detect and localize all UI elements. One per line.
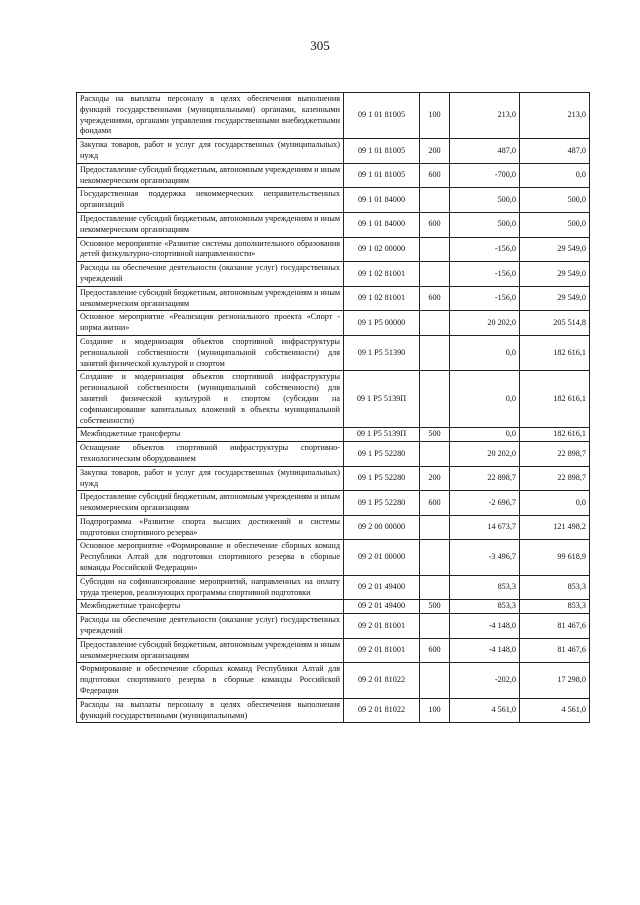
table-row — [77, 311, 590, 336]
row-expense-type-cell — [420, 575, 450, 600]
row-name-cell: Предоставление субсидий бюджетным, автономным учреждениям и иным некоммерческим организациям — [77, 286, 344, 311]
table-row — [77, 428, 590, 442]
row-change-amount-cell: -156,0 — [450, 286, 520, 311]
row-name-cell: Создание и модернизация объектов спортивной инфраструктуры региональной собственности (муниципальной собственности) для занятий физической культурой и спортом — [77, 335, 344, 370]
row-total-amount-cell: 182 616,1 — [520, 428, 590, 442]
row-expense-type-cell: 500 — [420, 428, 450, 442]
row-change-amount-cell: 4 561,0 — [450, 698, 520, 723]
row-expense-type-cell — [420, 614, 450, 639]
row-name-cell: Субсидии на софинансирование мероприятий, направленных на оплату труда тренеров, реализующих программы спортивной подготовки — [77, 575, 344, 600]
table-row — [77, 491, 590, 516]
row-total-amount-cell: 121 498,2 — [520, 515, 590, 540]
row-name-cell: Закупка товаров, работ и услуг для государственных (муниципальных) нужд — [77, 139, 344, 164]
row-name-cell: Предоставление субсидий бюджетным, автономным учреждениям и иным некоммерческим организациям — [77, 491, 344, 516]
row-expense-type-cell — [420, 188, 450, 213]
table-row — [77, 212, 590, 237]
row-expense-type-cell: 500 — [420, 600, 450, 614]
row-total-amount-cell: 4 561,0 — [520, 698, 590, 723]
row-change-amount-cell: 22 898,7 — [450, 466, 520, 491]
row-code-cell: 09 2 01 00000 — [344, 540, 420, 575]
row-name-cell: Предоставление субсидий бюджетным, автономным учреждениям и иным некоммерческим организациям — [77, 163, 344, 188]
row-change-amount-cell: 20 202,0 — [450, 442, 520, 467]
row-code-cell: 09 1 02 81001 — [344, 262, 420, 287]
row-name-cell: Закупка товаров, работ и услуг для государственных (муниципальных) нужд — [77, 466, 344, 491]
row-name-cell: Межбюджетные трансферты — [77, 428, 344, 442]
row-change-amount-cell: -202,0 — [450, 663, 520, 698]
row-change-amount-cell: -700,0 — [450, 163, 520, 188]
row-name-cell: Подпрограмма «Развитие спорта высших достижений и системы подготовки спортивного резерва» — [77, 515, 344, 540]
row-expense-type-cell — [420, 515, 450, 540]
row-total-amount-cell: 205 514,8 — [520, 311, 590, 336]
row-name-cell: Расходы на обеспечение деятельности (оказание услуг) государственных учреждений — [77, 262, 344, 287]
row-expense-type-cell: 600 — [420, 491, 450, 516]
budget-table — [76, 92, 590, 723]
row-total-amount-cell: 81 467,6 — [520, 614, 590, 639]
table-row — [77, 188, 590, 213]
row-expense-type-cell — [420, 442, 450, 467]
table-row — [77, 600, 590, 614]
row-code-cell: 09 1 P5 52280 — [344, 442, 420, 467]
table-row — [77, 638, 590, 663]
row-name-cell: Государственная поддержка некоммерческих неправительственных организаций — [77, 188, 344, 213]
row-total-amount-cell: 500,0 — [520, 188, 590, 213]
row-change-amount-cell: -156,0 — [450, 237, 520, 262]
table-row — [77, 663, 590, 698]
row-change-amount-cell: 20 202,0 — [450, 311, 520, 336]
table-row — [77, 262, 590, 287]
table-row — [77, 614, 590, 639]
row-name-cell: Межбюджетные трансферты — [77, 600, 344, 614]
row-code-cell: 09 1 02 00000 — [344, 237, 420, 262]
row-change-amount-cell: -156,0 — [450, 262, 520, 287]
row-total-amount-cell: 22 898,7 — [520, 442, 590, 467]
row-total-amount-cell: 29 549,0 — [520, 286, 590, 311]
row-expense-type-cell — [420, 540, 450, 575]
row-total-amount-cell: 213,0 — [520, 93, 590, 139]
row-change-amount-cell: 0,0 — [450, 428, 520, 442]
row-code-cell: 09 1 01 84000 — [344, 212, 420, 237]
row-total-amount-cell: 182 616,1 — [520, 371, 590, 428]
row-total-amount-cell: 500,0 — [520, 212, 590, 237]
row-total-amount-cell: 0,0 — [520, 163, 590, 188]
row-change-amount-cell: 853,3 — [450, 575, 520, 600]
row-name-cell: Основное мероприятие «Развитие системы дополнительного образования детей физкультурно-спортивной направленности» — [77, 237, 344, 262]
row-expense-type-cell — [420, 262, 450, 287]
row-expense-type-cell — [420, 311, 450, 336]
table-row — [77, 93, 590, 139]
row-total-amount-cell: 29 549,0 — [520, 262, 590, 287]
row-code-cell: 09 2 01 49400 — [344, 575, 420, 600]
row-change-amount-cell: 500,0 — [450, 188, 520, 213]
row-expense-type-cell: 100 — [420, 93, 450, 139]
row-code-cell: 09 1 01 81005 — [344, 139, 420, 164]
row-change-amount-cell: 487,0 — [450, 139, 520, 164]
row-code-cell: 09 2 01 81022 — [344, 663, 420, 698]
row-expense-type-cell — [420, 237, 450, 262]
budget-table-body — [77, 93, 590, 723]
row-total-amount-cell: 22 898,7 — [520, 466, 590, 491]
row-name-cell: Расходы на выплаты персоналу в целях обеспечения выполнения функций государственными (муниципальными) — [77, 698, 344, 723]
page-number: 305 — [310, 38, 330, 53]
row-expense-type-cell: 600 — [420, 212, 450, 237]
row-change-amount-cell: 853,3 — [450, 600, 520, 614]
row-code-cell: 09 1 01 81005 — [344, 163, 420, 188]
row-name-cell: Основное мероприятие «Формирование и обеспечение сборных команд Республики Алтай для подготовки спортивного резерва в сборные команды Российской Федерации» — [77, 540, 344, 575]
row-change-amount-cell: -4 148,0 — [450, 614, 520, 639]
row-code-cell: 09 2 01 81001 — [344, 614, 420, 639]
row-change-amount-cell: 500,0 — [450, 212, 520, 237]
row-expense-type-cell: 100 — [420, 698, 450, 723]
table-row — [77, 575, 590, 600]
table-row — [77, 540, 590, 575]
row-code-cell: 09 1 P5 52280 — [344, 491, 420, 516]
row-name-cell: Расходы на обеспечение деятельности (оказание услуг) государственных учреждений — [77, 614, 344, 639]
row-code-cell: 09 1 01 84000 — [344, 188, 420, 213]
table-row — [77, 371, 590, 428]
row-code-cell: 09 1 02 81001 — [344, 286, 420, 311]
row-expense-type-cell — [420, 371, 450, 428]
table-row — [77, 442, 590, 467]
row-change-amount-cell: 213,0 — [450, 93, 520, 139]
row-code-cell: 09 1 01 81005 — [344, 93, 420, 139]
row-expense-type-cell: 600 — [420, 286, 450, 311]
row-change-amount-cell: 14 673,7 — [450, 515, 520, 540]
row-change-amount-cell: 0,0 — [450, 335, 520, 370]
row-expense-type-cell: 200 — [420, 139, 450, 164]
row-total-amount-cell: 0,0 — [520, 491, 590, 516]
row-total-amount-cell: 487,0 — [520, 139, 590, 164]
row-name-cell: Основное мероприятие «Реализация регионального проекта «Спорт - норма жизни» — [77, 311, 344, 336]
row-code-cell: 09 1 P5 52280 — [344, 466, 420, 491]
table-row — [77, 698, 590, 723]
row-code-cell: 09 1 P5 51390 — [344, 335, 420, 370]
row-total-amount-cell: 99 618,9 — [520, 540, 590, 575]
table-row — [77, 466, 590, 491]
row-total-amount-cell: 81 467,6 — [520, 638, 590, 663]
row-total-amount-cell: 17 298,0 — [520, 663, 590, 698]
row-code-cell: 09 2 01 49400 — [344, 600, 420, 614]
row-change-amount-cell: -3 496,7 — [450, 540, 520, 575]
row-expense-type-cell: 200 — [420, 466, 450, 491]
row-code-cell: 09 2 01 81022 — [344, 698, 420, 723]
table-row — [77, 237, 590, 262]
row-total-amount-cell: 853,3 — [520, 600, 590, 614]
row-name-cell: Формирование и обеспечение сборных команд Республики Алтай для подготовки спортивного резерва в сборные команды Российской Федерации — [77, 663, 344, 698]
table-row — [77, 139, 590, 164]
row-change-amount-cell: -4 148,0 — [450, 638, 520, 663]
row-name-cell: Оснащение объектов спортивной инфраструктуры спортивно-технологическим оборудованием — [77, 442, 344, 467]
row-total-amount-cell: 29 549,0 — [520, 237, 590, 262]
row-change-amount-cell: 0,0 — [450, 371, 520, 428]
row-name-cell: Предоставление субсидий бюджетным, автономным учреждениям и иным некоммерческим организациям — [77, 638, 344, 663]
table-row — [77, 163, 590, 188]
table-row — [77, 515, 590, 540]
row-code-cell: 09 1 P5 5139П — [344, 428, 420, 442]
row-code-cell: 09 2 00 00000 — [344, 515, 420, 540]
row-code-cell: 09 1 P5 00000 — [344, 311, 420, 336]
row-name-cell: Предоставление субсидий бюджетным, автономным учреждениям и иным некоммерческим организациям — [77, 212, 344, 237]
row-expense-type-cell: 600 — [420, 163, 450, 188]
row-change-amount-cell: -2 696,7 — [450, 491, 520, 516]
table-row — [77, 335, 590, 370]
row-expense-type-cell — [420, 335, 450, 370]
table-row — [77, 286, 590, 311]
row-total-amount-cell: 853,3 — [520, 575, 590, 600]
row-code-cell: 09 1 P5 5139П — [344, 371, 420, 428]
row-name-cell: Создание и модернизация объектов спортивной инфраструктуры региональной собственности (муниципальной собственности) для занятий физической культурой и спортом (субсидии на софинансирование капитальных вложений в объекты муниципальной собственности) — [77, 371, 344, 428]
row-code-cell: 09 2 01 81001 — [344, 638, 420, 663]
row-name-cell: Расходы на выплаты персоналу в целях обеспечения выполнения функций государственными (муниципальными) органами, казенными учреждениями, органами управления государственными внебюджетными фондами — [77, 93, 344, 139]
row-total-amount-cell: 182 616,1 — [520, 335, 590, 370]
row-expense-type-cell — [420, 663, 450, 698]
row-expense-type-cell: 600 — [420, 638, 450, 663]
